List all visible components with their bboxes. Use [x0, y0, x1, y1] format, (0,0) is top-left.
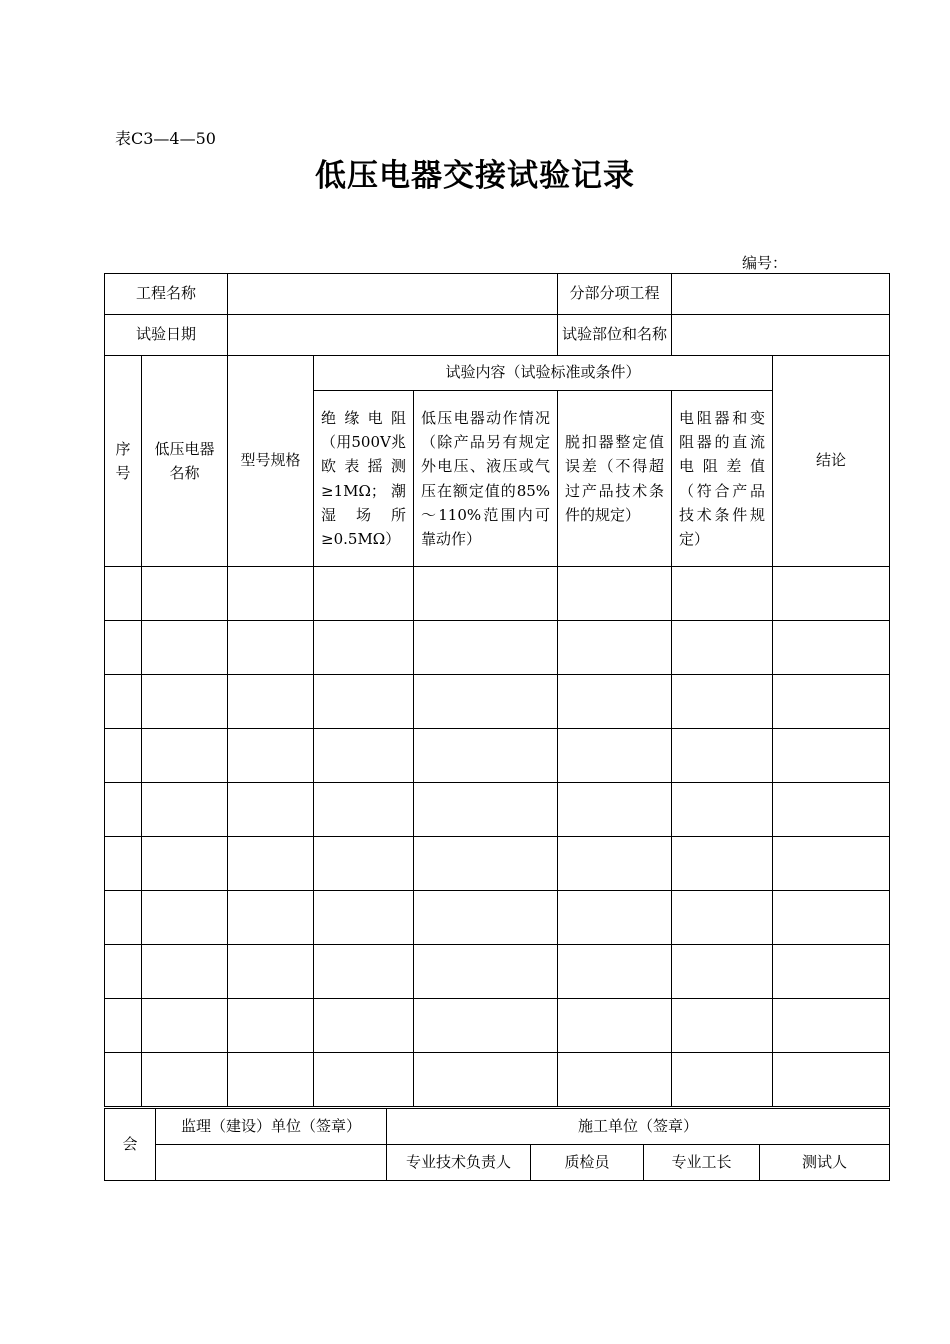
serial-number-label: 编号： — [742, 254, 788, 272]
record-cell[interactable] — [414, 783, 558, 837]
record-cell[interactable] — [228, 999, 314, 1053]
record-cell[interactable] — [105, 783, 142, 837]
table-row — [105, 621, 890, 675]
record-cell[interactable] — [672, 621, 773, 675]
record-cell[interactable] — [228, 567, 314, 621]
table-row — [105, 675, 890, 729]
record-cell[interactable] — [314, 1053, 414, 1107]
record-cell[interactable] — [105, 729, 142, 783]
record-cell[interactable] — [142, 675, 228, 729]
project-name-field[interactable] — [228, 274, 558, 315]
record-cell[interactable] — [558, 837, 672, 891]
record-cell[interactable] — [105, 621, 142, 675]
record-cell[interactable] — [314, 621, 414, 675]
record-cell[interactable] — [773, 1053, 890, 1107]
record-cell[interactable] — [773, 567, 890, 621]
record-cell[interactable] — [672, 567, 773, 621]
resistor-header: 电阻器和变阻器的直流电阻差值（符合产品技术条件规定） — [672, 391, 773, 567]
project-name-label: 工程名称 — [105, 274, 228, 315]
record-cell[interactable] — [314, 837, 414, 891]
record-cell[interactable] — [672, 999, 773, 1053]
record-cell[interactable] — [142, 729, 228, 783]
record-cell[interactable] — [142, 837, 228, 891]
record-cell[interactable] — [142, 621, 228, 675]
record-cell[interactable] — [672, 945, 773, 999]
record-cell[interactable] — [142, 945, 228, 999]
record-cell[interactable] — [105, 891, 142, 945]
signature-table — [104, 1108, 890, 1181]
record-cell[interactable] — [142, 1053, 228, 1107]
supervision-label: 监理（建设）单位（签章） — [156, 1109, 387, 1145]
record-cell[interactable] — [773, 675, 890, 729]
table-row — [105, 1053, 890, 1107]
table-row — [105, 891, 890, 945]
record-cell[interactable] — [672, 891, 773, 945]
record-cell[interactable] — [142, 999, 228, 1053]
record-cell[interactable] — [314, 729, 414, 783]
record-cell[interactable] — [773, 729, 890, 783]
record-cell[interactable] — [228, 729, 314, 783]
record-cell[interactable] — [773, 837, 890, 891]
record-cell[interactable] — [228, 1053, 314, 1107]
tech-lead-label: 专业技术负责人 — [387, 1145, 531, 1181]
record-cell[interactable] — [228, 891, 314, 945]
signature-side-label: 会 — [105, 1109, 156, 1181]
record-cell[interactable] — [142, 891, 228, 945]
record-cell[interactable] — [314, 567, 414, 621]
record-cell[interactable] — [228, 945, 314, 999]
subproject-field[interactable] — [672, 274, 890, 315]
insulation-header: 绝缘电阻（用500V兆欧表摇测≥1MΩ；潮湿场所≥0.5MΩ） — [314, 391, 414, 567]
record-cell[interactable] — [558, 783, 672, 837]
record-cell[interactable] — [672, 837, 773, 891]
seq-header — [105, 356, 142, 567]
record-cell[interactable] — [558, 999, 672, 1053]
test-content-header: 试验内容（试验标准或条件） — [314, 356, 773, 391]
record-cell[interactable] — [142, 567, 228, 621]
record-cell[interactable] — [773, 945, 890, 999]
trip-header: 脱扣器整定值误差（不得超过产品技术条件的规定） — [558, 391, 672, 567]
record-cell[interactable] — [414, 729, 558, 783]
record-cell[interactable] — [558, 891, 672, 945]
record-cell[interactable] — [105, 675, 142, 729]
record-cell[interactable] — [414, 1053, 558, 1107]
record-cell[interactable] — [105, 837, 142, 891]
record-cell[interactable] — [414, 567, 558, 621]
record-cell[interactable] — [414, 837, 558, 891]
record-cell[interactable] — [228, 675, 314, 729]
test-location-field[interactable] — [672, 315, 890, 356]
construction-label: 施工单位（签章） — [387, 1109, 890, 1145]
record-cell[interactable] — [105, 945, 142, 999]
record-cell[interactable] — [558, 945, 672, 999]
device-name-header-line1: 低压电器 — [154, 440, 215, 458]
record-cell[interactable] — [105, 567, 142, 621]
record-cell[interactable] — [414, 891, 558, 945]
record-cell[interactable] — [228, 621, 314, 675]
record-cell[interactable] — [773, 783, 890, 837]
record-cell[interactable] — [414, 999, 558, 1053]
record-cell[interactable] — [773, 891, 890, 945]
test-date-label: 试验日期 — [105, 315, 228, 356]
test-location-label: 试验部位和名称 — [558, 315, 672, 356]
seq-header-line1: 序 — [115, 440, 131, 458]
quality-inspector-label: 质检员 — [531, 1145, 644, 1181]
record-cell[interactable] — [314, 891, 414, 945]
record-cell[interactable] — [228, 837, 314, 891]
record-cell[interactable] — [672, 675, 773, 729]
form-code: 表C3—4—50 — [115, 129, 216, 148]
model-header: 型号规格 — [228, 356, 314, 567]
record-cell[interactable] — [314, 675, 414, 729]
record-cell[interactable] — [314, 783, 414, 837]
record-cell[interactable] — [672, 783, 773, 837]
conclusion-header: 结论 — [773, 356, 890, 567]
test-record-table — [104, 273, 890, 1107]
record-cell[interactable] — [105, 999, 142, 1053]
record-cell[interactable] — [558, 567, 672, 621]
record-cell[interactable] — [558, 675, 672, 729]
seq-header-line2: 号 — [115, 464, 131, 482]
device-name-header — [142, 356, 228, 567]
record-cell[interactable] — [773, 999, 890, 1053]
record-cell[interactable] — [414, 675, 558, 729]
record-cell[interactable] — [314, 999, 414, 1053]
device-name-header-line2: 名称 — [169, 464, 200, 482]
tester-label: 测试人 — [760, 1145, 890, 1181]
record-cell[interactable] — [105, 1053, 142, 1107]
table-row — [105, 567, 890, 621]
record-cell[interactable] — [558, 1053, 672, 1107]
record-cell[interactable] — [558, 729, 672, 783]
table-row — [105, 999, 890, 1053]
foreman-label: 专业工长 — [644, 1145, 760, 1181]
record-cell[interactable] — [773, 621, 890, 675]
record-cell[interactable] — [414, 621, 558, 675]
record-cell[interactable] — [672, 729, 773, 783]
test-date-field[interactable] — [228, 315, 558, 356]
record-cell[interactable] — [414, 945, 558, 999]
table-row — [105, 729, 890, 783]
table-row — [105, 783, 890, 837]
supervision-signature-field[interactable] — [156, 1145, 387, 1181]
record-cell[interactable] — [314, 945, 414, 999]
record-cell[interactable] — [558, 621, 672, 675]
table-row — [105, 837, 890, 891]
page-title: 低压电器交接试验记录 — [315, 158, 635, 194]
record-cell[interactable] — [228, 783, 314, 837]
subproject-label: 分部分项工程 — [558, 274, 672, 315]
action-header: 低压电器动作情况（除产品另有规定外电压、液压或气压在额定值的85%～110%范围内可靠动作） — [414, 391, 558, 567]
record-cell[interactable] — [142, 783, 228, 837]
record-cell[interactable] — [672, 1053, 773, 1107]
table-row — [105, 945, 890, 999]
